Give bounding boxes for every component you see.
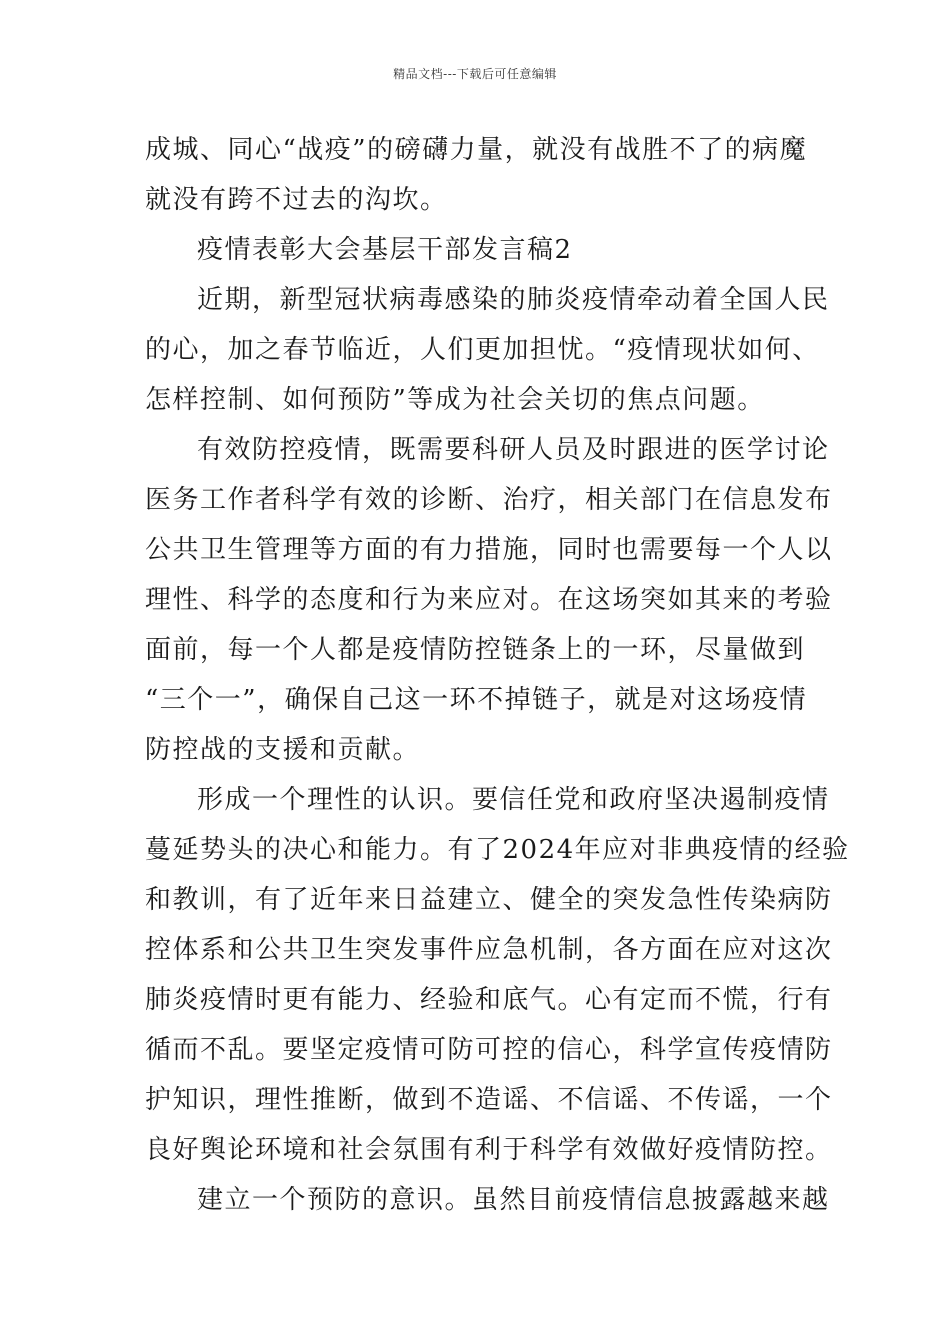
text-line: 护知识，理性推断，做到不造谣、不信谣、不传谣，一个	[145, 1085, 833, 1115]
paragraph-start: 建立一个预防的意识。虽然目前疫情信息披露越来越	[197, 1185, 830, 1215]
text-line: 成城、同心“战疫”的磅礴力量，就没有战胜不了的病魔	[145, 135, 808, 165]
text-line: 医务工作者科学有效的诊断、治疗，相关部门在信息发布	[145, 485, 833, 515]
text-line: 怎样控制、如何预防”等成为社会关切的焦点问题。	[145, 385, 765, 415]
text-line: 理性、科学的态度和行为来应对。在这场突如其来的考验	[145, 585, 833, 615]
text-line: 肺炎疫情时更有能力、经验和底气。心有定而不慌，行有	[145, 985, 833, 1015]
document-body	[145, 125, 850, 1225]
text-line: 公共卫生管理等方面的有力措施，同时也需要每一个人以	[145, 535, 833, 565]
paragraph-start: 有效防控疫情，既需要科研人员及时跟进的医学讨论	[197, 435, 830, 465]
text-line: 面前，每一个人都是疫情防控链条上的一环，尽量做到	[145, 635, 806, 665]
text-line: 和教训，有了近年来日益建立、健全的突发急性传染病防	[145, 885, 833, 915]
text-line: “三个一”，确保自己这一环不掉链子，就是对这场疫情	[145, 685, 808, 715]
text-line: 控体系和公共卫生突发事件应急机制，各方面在应对这次	[145, 935, 833, 965]
text-line: 就没有跨不过去的沟坎。	[145, 185, 448, 215]
text-line: 循而不乱。要坚定疫情可防可控的信心，科学宣传疫情防	[145, 1035, 833, 1065]
text-line: 蔓延势头的决心和能力。有了2024年应对非典疫情的经验	[145, 835, 850, 865]
section-title: 疫情表彰大会基层干部发言稿2	[197, 235, 573, 265]
paragraph-start: 近期，新型冠状病毒感染的肺炎疫情牵动着全国人民	[197, 285, 830, 315]
paragraph-start: 形成一个理性的认识。要信任党和政府坚决遏制疫情	[197, 785, 830, 815]
page-header: 精品文档---下载后可任意编辑	[393, 67, 557, 81]
text-line: 防控战的支援和贡献。	[145, 735, 421, 765]
text-line: 良好舆论环境和社会氛围有利于科学有效做好疫情防控。	[145, 1135, 833, 1165]
text-line: 的心，加之春节临近，人们更加担忧。“疫情现状如何、	[145, 335, 820, 365]
